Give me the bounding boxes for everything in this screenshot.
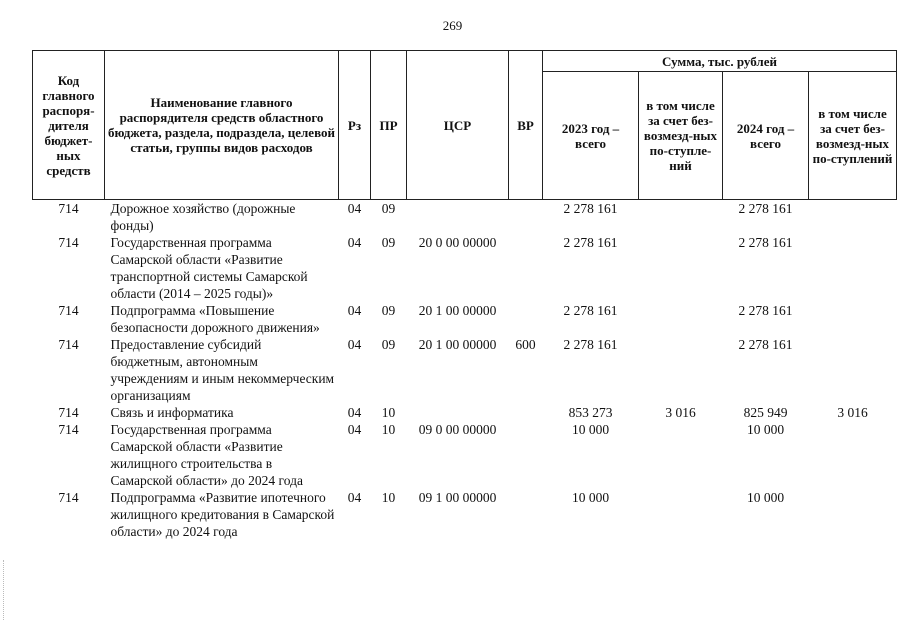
cell-2023-free <box>639 421 723 489</box>
cell-code: 714 <box>58 405 79 420</box>
cell-2024-total: 2 278 161 <box>738 337 793 352</box>
cell-2023-free <box>639 489 723 540</box>
cell-2024-total: 10 000 <box>746 490 785 505</box>
header-pr: ПР <box>371 51 407 200</box>
cell-2023-total: 853 273 <box>568 405 613 420</box>
cell-vr <box>509 234 543 302</box>
cell-csr: 09 0 00 00000 <box>418 422 497 437</box>
cell-rz: 04 <box>347 337 362 352</box>
cell-2024-free <box>809 421 897 489</box>
cell-name: Связь и информатика <box>110 405 234 420</box>
cell-pr: 10 <box>381 405 396 420</box>
cell-2024-free <box>809 234 897 302</box>
cell-rz: 04 <box>347 201 362 216</box>
cell-2024-free <box>809 200 897 235</box>
cell-code: 714 <box>58 337 79 352</box>
header-2024-total: 2024 год – всего <box>723 72 809 200</box>
cell-2024-total: 2 278 161 <box>738 201 793 216</box>
cell-rz: 04 <box>347 422 362 437</box>
cell-vr <box>509 421 543 489</box>
header-2024-free: в том числе за счет без-возмезд-ных по-ступлений <box>809 72 897 200</box>
cell-2024-free: 3 016 <box>837 405 868 420</box>
cell-csr: 09 1 00 00000 <box>418 490 497 505</box>
table-body <box>33 200 897 541</box>
cell-rz: 04 <box>347 235 362 250</box>
header-2023-free: в том числе за счет без-возмезд-ных по-ступле-ний <box>639 72 723 200</box>
cell-name: Дорожное хозяйство (дорожные фонды) <box>110 201 296 233</box>
cell-code: 714 <box>58 303 79 318</box>
cell-2023-free <box>639 200 723 235</box>
scan-edge-mark <box>3 560 6 620</box>
header-rz: Рз <box>339 51 371 200</box>
cell-2024-free <box>809 489 897 540</box>
cell-2023-free: 3 016 <box>665 405 696 420</box>
cell-pr: 09 <box>381 303 396 318</box>
cell-2024-total: 10 000 <box>746 422 785 437</box>
cell-2023-total: 2 278 161 <box>563 337 618 352</box>
header-code: Код главного распоря-дителя бюджет-ных средств <box>33 51 105 200</box>
table-row <box>33 234 897 302</box>
table-row <box>33 302 897 336</box>
cell-csr <box>407 200 509 235</box>
cell-2023-free <box>639 336 723 404</box>
table-row <box>33 336 897 404</box>
cell-2024-total: 2 278 161 <box>738 235 793 250</box>
cell-2024-free <box>809 336 897 404</box>
header-2023-total: 2023 год – всего <box>543 72 639 200</box>
cell-2023-total: 2 278 161 <box>563 235 618 250</box>
cell-csr <box>407 404 509 421</box>
cell-2023-total: 10 000 <box>571 422 610 437</box>
cell-pr: 10 <box>381 422 396 437</box>
cell-pr: 09 <box>381 337 396 352</box>
cell-pr: 09 <box>381 235 396 250</box>
table-row <box>33 421 897 489</box>
header-name: Наименование главного распорядителя средств областного бюджета, раздела, подраздела, целевой статьи, группы видов расходов <box>105 51 339 200</box>
cell-code: 714 <box>58 490 79 505</box>
header-sum-group: Сумма, тыс. рублей <box>543 51 897 72</box>
cell-vr: 600 <box>515 337 536 352</box>
budget-table <box>32 50 897 540</box>
cell-vr <box>509 489 543 540</box>
cell-2023-free <box>639 234 723 302</box>
cell-2023-free <box>639 302 723 336</box>
cell-csr: 20 1 00 00000 <box>418 303 497 318</box>
table-row <box>33 404 897 421</box>
cell-pr: 09 <box>381 201 396 216</box>
cell-name: Предоставление субсидий бюджетным, автономным учреждениям и иным некоммерческим организациям <box>110 337 335 403</box>
cell-code: 714 <box>58 201 79 216</box>
cell-name: Подпрограмма «Повышение безопасности дорожного движения» <box>110 303 320 335</box>
cell-2024-total: 825 949 <box>743 405 788 420</box>
cell-name: Государственная программа Самарской области «Развитие жилищного строительства в Самарской области» до 2024 года <box>110 422 303 488</box>
cell-name: Государственная программа Самарской области «Развитие транспортной системы Самарской области (2014 – 2025 годы)» <box>110 235 308 301</box>
cell-code: 714 <box>58 422 79 437</box>
cell-pr: 10 <box>381 490 396 505</box>
cell-2023-total: 10 000 <box>571 490 610 505</box>
header-vr: ВР <box>509 51 543 200</box>
cell-2024-total: 2 278 161 <box>738 303 793 318</box>
cell-rz: 04 <box>347 303 362 318</box>
cell-csr: 20 0 00 00000 <box>418 235 497 250</box>
cell-vr <box>509 404 543 421</box>
cell-2024-free <box>809 302 897 336</box>
page-number: 269 <box>442 18 463 33</box>
table-row <box>33 200 897 235</box>
cell-code: 714 <box>58 235 79 250</box>
cell-2023-total: 2 278 161 <box>563 201 618 216</box>
cell-vr <box>509 302 543 336</box>
cell-vr <box>509 200 543 235</box>
cell-name: Подпрограмма «Развитие ипотечного жилищного кредитования в Самарской области» до 2024 года <box>110 490 335 539</box>
header-csr: ЦСР <box>407 51 509 200</box>
cell-rz: 04 <box>347 490 362 505</box>
table-header <box>33 51 897 200</box>
cell-2023-total: 2 278 161 <box>563 303 618 318</box>
cell-rz: 04 <box>347 405 362 420</box>
table-row <box>33 489 897 540</box>
cell-csr: 20 1 00 00000 <box>418 337 497 352</box>
